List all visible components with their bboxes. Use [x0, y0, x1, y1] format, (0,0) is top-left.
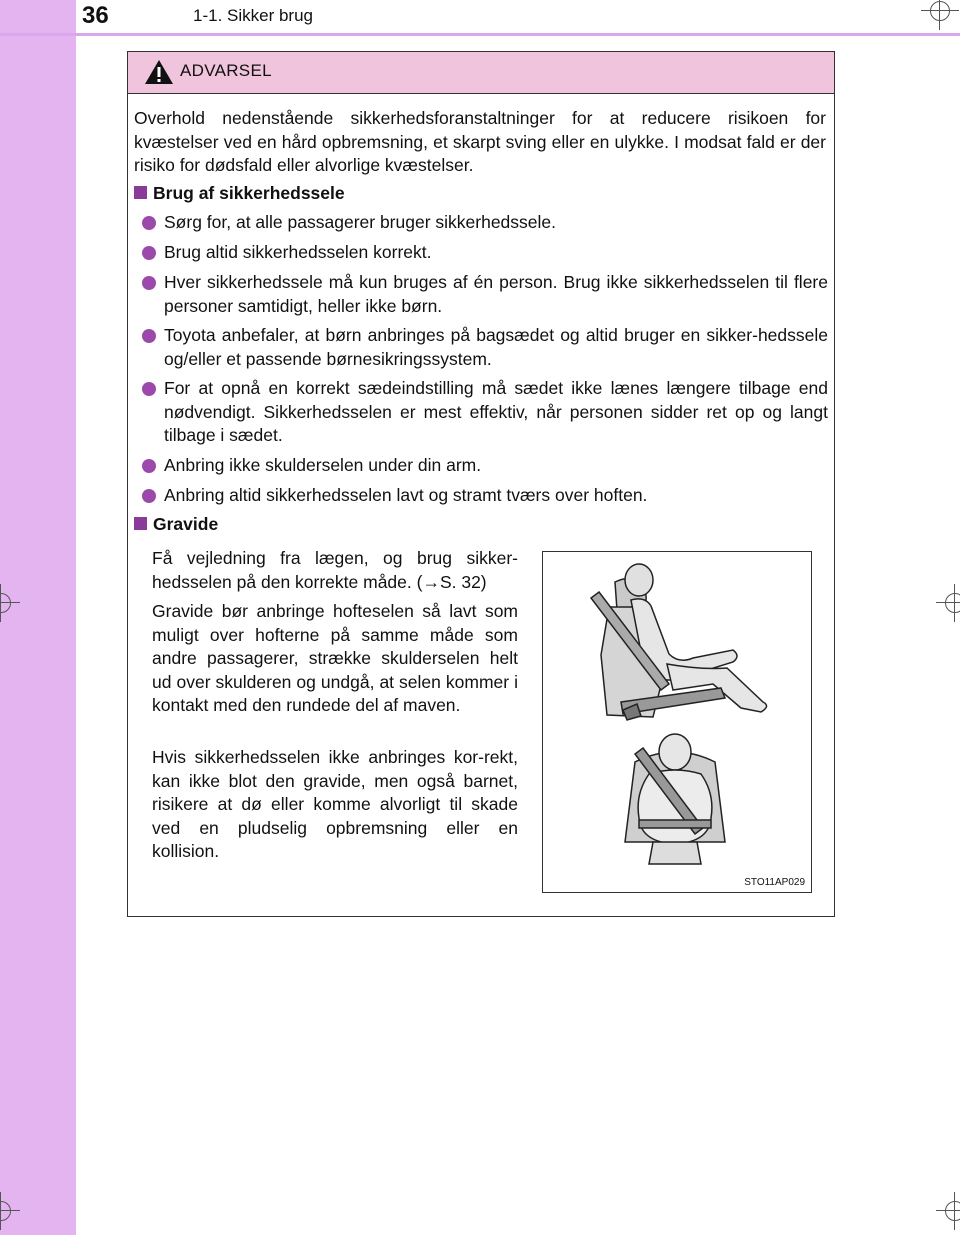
list-item: Anbring altid sikkerhedsselen lavt og stramt tværs over hoften. [142, 484, 828, 508]
round-bullet-icon [142, 382, 156, 396]
round-bullet-icon [142, 276, 156, 290]
warning-header [128, 52, 834, 94]
list-item: Toyota anbefaler, at børn anbringes på bagsædet og altid bruger en sikker-hedssele og/eller et passende børnesikringssystem. [142, 324, 828, 371]
figure-code: STO11AP029 [744, 877, 805, 888]
crop-mark-icon [929, 0, 951, 22]
section-title: 1-1. Sikker brug [193, 6, 313, 25]
page-number: 36 [82, 2, 109, 29]
list-item: Brug altid sikkerhedsselen korrekt. [142, 241, 828, 265]
chapter-side-band [0, 0, 76, 1235]
pregnant-seatbelt-illustration [542, 551, 812, 893]
pregnant-woman-seatbelt-icon [543, 552, 811, 872]
square-bullet-icon [134, 517, 147, 530]
pregnant-paragraph: Hvis sikkerhedsselen ikke anbringes kor-rekt, kan ikke blot den gravide, men også barnet, risikere at dø eller komme alvorligt til skade ved en pludselig opbremsning eller en kollision. [152, 747, 518, 861]
list-item: Anbring ikke skulderselen under din arm. [142, 454, 828, 478]
warning-title: ADVARSEL [180, 61, 272, 80]
section-heading-seatbelt: Brug af sikkerhedssele [134, 183, 345, 204]
crop-mark-icon [944, 592, 960, 614]
crop-mark-icon [0, 592, 12, 614]
list-item: For at opnå en korrekt sædeindstilling må sædet ikke lænes længere tilbage end nødvendigt. Sikkerhedsselen er mest effektiv, når personen sidder ret op og langt tilbage i sædet. [142, 377, 828, 448]
square-bullet-icon [134, 186, 147, 199]
warning-intro: Overhold nedenstående sikkerhedsforanstaltninger for at reducere risikoen for kvæstelser ved en hård opbremsning, et skarpt sving eller en ulykke. I modsat fald er der risiko for dødsfald eller alvorlige kvæstelser. [134, 108, 826, 175]
crop-mark-icon [0, 1200, 12, 1222]
list-item: Hver sikkerhedssele må kun bruges af én person. Brug ikke sikkerhedsselen til flere personer samtidigt, heller ikke børn. [142, 271, 828, 318]
header-rule [0, 33, 960, 36]
warning-box [127, 51, 835, 917]
section-heading-pregnant: Gravide [134, 514, 218, 535]
pregnant-paragraph: Gravide bør anbringe hofteselen så lavt som muligt over hofterne på samme måde som andre passagerer, strække skulderselen helt ud over skulderen og undgå, at selen kommer i kontakt med den rundede del af maven. [152, 601, 518, 715]
round-bullet-icon [142, 216, 156, 230]
round-bullet-icon [142, 329, 156, 343]
list-item: Sørg for, at alle passagerer bruger sikkerhedssele. [142, 211, 828, 235]
round-bullet-icon [142, 489, 156, 503]
crop-mark-icon [944, 1200, 960, 1222]
round-bullet-icon [142, 246, 156, 260]
pregnant-paragraph: Få vejledning fra lægen, og brug sikker-hedsselen på den korrekte måde. (→S. 32) [152, 548, 518, 592]
round-bullet-icon [142, 459, 156, 473]
warning-triangle-icon [144, 59, 174, 85]
